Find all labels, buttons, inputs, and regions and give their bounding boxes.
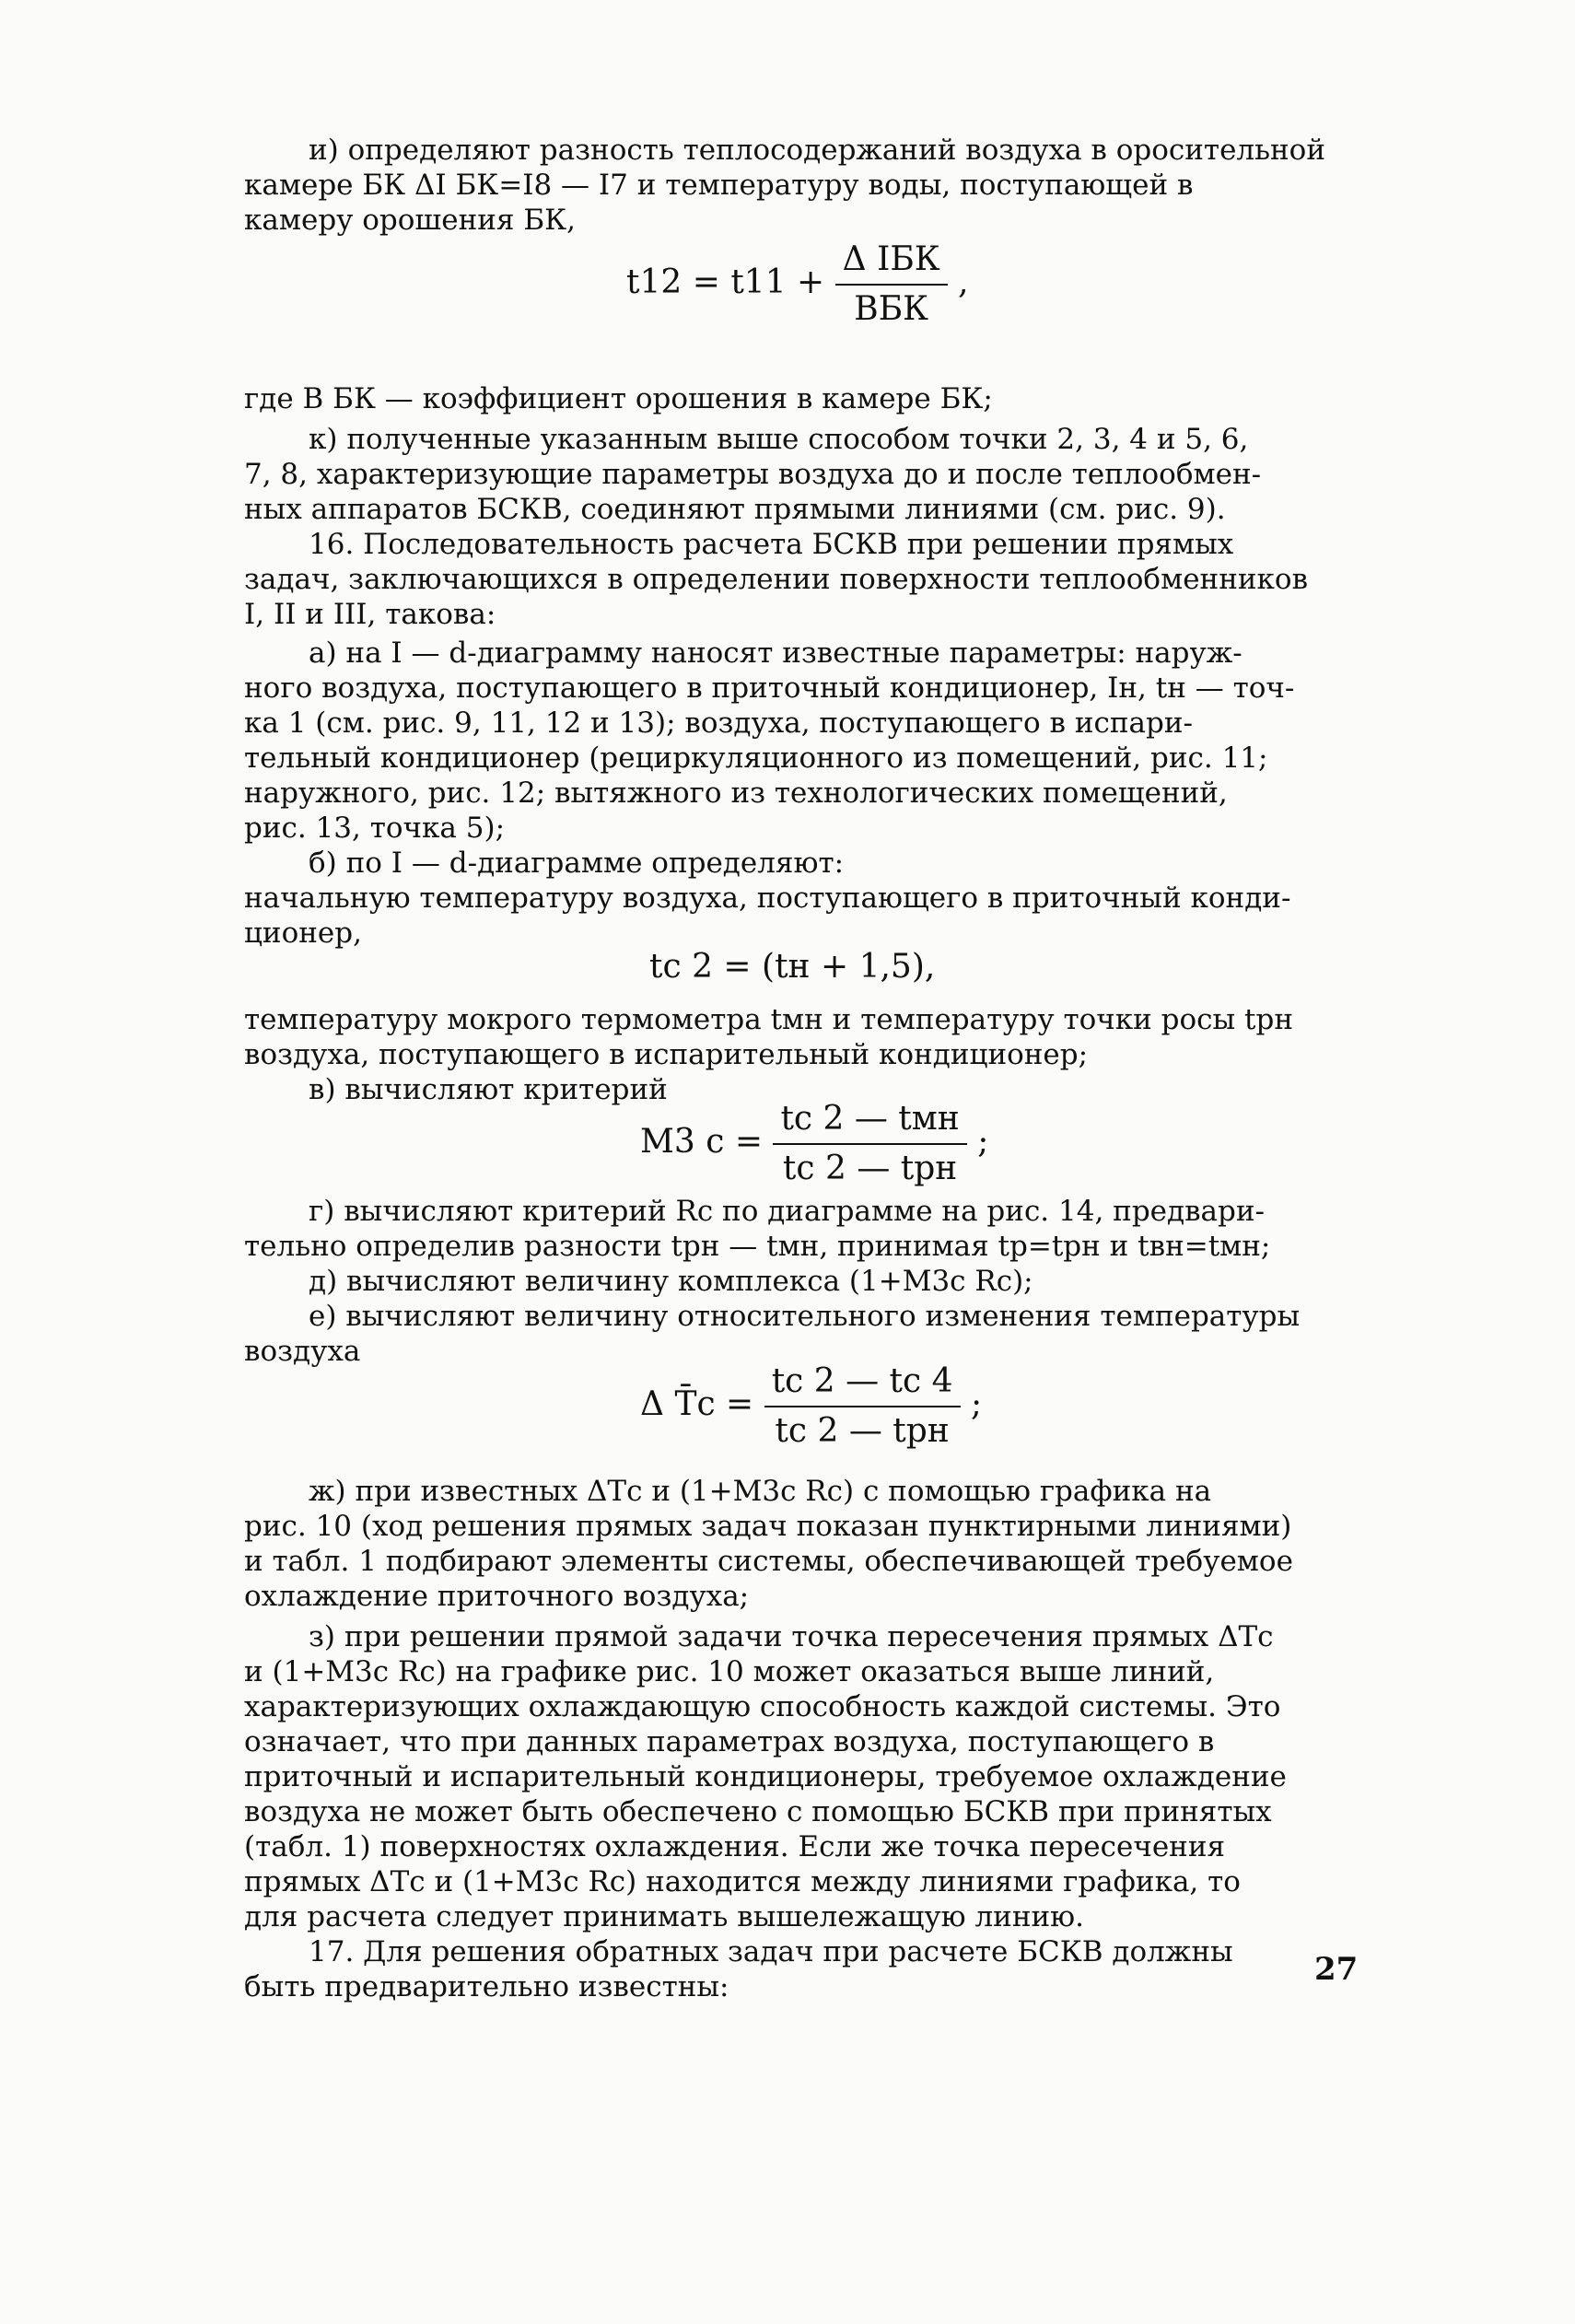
formula-part: M3 с = (640, 1123, 763, 1161)
text-line: для расчета следует принимать вышележащую линию. (244, 1900, 1085, 1933)
text-line: рис. 10 (ход решения прямых задач показан пунктирными линиями) (244, 1510, 1292, 1543)
text-line: к) полученные указанным выше способом точки 2, 3, 4 и 5, 6, (309, 423, 1249, 456)
fraction-numerator: tс 2 — tмн (773, 1101, 966, 1145)
text-line: тельный кондиционер (рециркуляционного из помещений, рис. 11; (244, 742, 1268, 775)
text-line: ного воздуха, поступающего в приточный кондиционер, Iн, tн — точ- (244, 672, 1295, 705)
text-line: ж) при известных ΔTс и (1+M3с Rс) с помощью графика на (309, 1475, 1212, 1508)
text-line: камере БК ΔI БК=I8 — I7 и температуру воды, поступающей в (244, 169, 1194, 202)
formula-delta-tc (640, 1363, 982, 1450)
text-line: и (1+M3с Rс) на графике рис. 10 может оказаться выше линий, (244, 1655, 1215, 1688)
text-line: приточный и испарительный кондиционеры, требуемое охлаждение (244, 1760, 1287, 1793)
text-line: 16. Последовательность расчета БСКВ при решении прямых (309, 528, 1234, 561)
text-line: 17. Для решения обратных задач при расчете БСКВ должны (309, 1935, 1233, 1968)
text-line: где B БК — коэффициент орошения в камере БК; (244, 382, 993, 415)
text-line: рис. 13, точка 5); (244, 812, 506, 845)
text-line: а) на I — d-диаграмму наносят известные параметры: наруж- (309, 636, 1242, 670)
text-line: д) вычисляют величину комплекса (1+M3с Rс); (309, 1265, 1033, 1298)
formula-t12 (626, 241, 969, 328)
formula-tc2: tс 2 = (tн + 1,5), (649, 948, 936, 986)
fraction-numerator: tс 2 — tс 4 (764, 1363, 961, 1407)
text-line: ционер, (244, 917, 362, 950)
text-line: ка 1 (см. рис. 9, 11, 12 и 13); воздуха, поступающего в испари- (244, 707, 1193, 740)
text-line: воздуха (244, 1335, 361, 1368)
text-line: ных аппаратов БСКВ, соединяют прямыми линиями (см. рис. 9). (244, 493, 1226, 526)
text-line: тельно определив разности tрн — tмн, принимая tр=tрн и tвн=tмн; (244, 1230, 1271, 1263)
text-line: в) вычисляют критерий (309, 1073, 668, 1106)
text-line: воздуха, поступающего в испарительный кондиционер; (244, 1038, 1089, 1071)
formula-part: ; (977, 1123, 989, 1161)
text-line: означает, что при данных параметрах воздуха, поступающего в (244, 1725, 1215, 1758)
text-line: начальную температуру воздуха, поступающего в приточный конди- (244, 882, 1291, 915)
text-line: и) определяют разность теплосодержаний воздуха в оросительной (309, 134, 1325, 167)
text-line: характеризующих охлаждающую способность каждой системы. Это (244, 1690, 1281, 1723)
formula-part: Δ T̄с = (640, 1385, 754, 1423)
text-line: камеру орошения БК, (244, 204, 576, 237)
fraction (764, 1363, 961, 1450)
text-line: (табл. 1) поверхностях охлаждения. Если же точка пересечения (244, 1830, 1226, 1863)
page-number: 27 (1314, 1951, 1359, 1988)
text-line: I, II и III, такова: (244, 598, 496, 631)
text-line: 7, 8, характеризующие параметры воздуха до и после теплообмен- (244, 458, 1262, 491)
formula-part: t12 = t11 + (626, 263, 825, 301)
text-line: температуру мокрого термометра tмн и температуру точки росы tрн (244, 1003, 1294, 1036)
text-line: быть предварительно известны: (244, 1970, 729, 2003)
fraction-numerator: Δ IБК (835, 241, 948, 286)
fraction-denominator: BБК (854, 290, 929, 328)
text-line: и табл. 1 подбирают элементы системы, обеспечивающей требуемое (244, 1545, 1293, 1578)
text-line: задач, заключающихся в определении поверхности теплообменников (244, 563, 1309, 596)
text-line: з) при решении прямой задачи точка пересечения прямых ΔTс (309, 1620, 1274, 1653)
text-line: е) вычисляют величину относительного изменения температуры (309, 1300, 1301, 1333)
text-line: наружного, рис. 12; вытяжного из технологических помещений, (244, 777, 1228, 810)
formula-part: ; (970, 1385, 983, 1423)
formula-part: , (958, 263, 969, 301)
text-line: охлаждение приточного воздуха; (244, 1580, 750, 1613)
text-line: прямых ΔTс и (1+M3с Rс) находится между линиями графика, то (244, 1865, 1241, 1898)
fraction (835, 241, 948, 328)
text-line: г) вычисляют критерий Rс по диаграмме на рис. 14, предвари- (309, 1195, 1266, 1228)
fraction-denominator: tс 2 — tрн (782, 1150, 958, 1187)
formula-m3c (640, 1101, 988, 1187)
text-line: воздуха не может быть обеспечено с помощью БСКВ при принятых (244, 1795, 1272, 1828)
fraction (773, 1101, 966, 1187)
fraction-denominator: tс 2 — tрн (775, 1412, 950, 1450)
text-line: б) по I — d-диаграмме определяют: (309, 847, 845, 880)
